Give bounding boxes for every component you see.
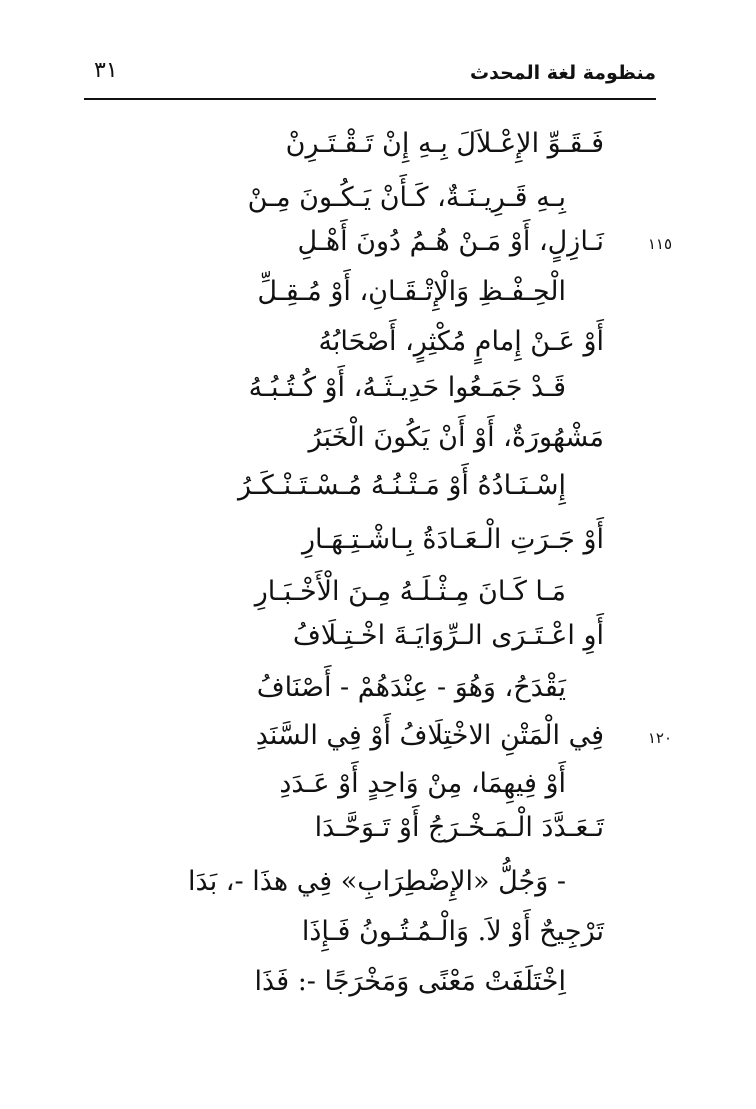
verse-line: فَـقَـوِّ الإِعْـلاَلَ بِـهِ إِنْ تَـقْـتَـرِنْ bbox=[285, 128, 604, 159]
verse-line: - وَجُلُّ «الإِضْطِرَابِ» فِي هذَا -، بَدَا bbox=[188, 866, 566, 897]
verse-line: مَـا كَـانَ مِـثْـلَـهُ مِـنَ الْأَخْـبَـارِ bbox=[254, 576, 566, 607]
verse-number: ١٢٠ bbox=[647, 729, 672, 747]
verse-number: ١١٥ bbox=[647, 235, 672, 253]
verse-line: إِسْـنَـادُهُ أَوْ مَـتْـنُـهُ مُـسْـتَـنْـكَـرُ bbox=[238, 470, 566, 501]
verse-line: فِي الْمَتْنِ الاخْتِلَافُ أَوْ فِي السَّنَدِ bbox=[255, 720, 604, 751]
verse-line: نَـازِلٍ، أَوْ مَـنْ هُـمُ دُونَ أَهْـلِ bbox=[297, 226, 604, 257]
verse-line: أَوِ اعْـتَـرَى الـرِّوَايَـةَ اخْـتِـلَافُ bbox=[292, 620, 604, 651]
verse-line: الْحِـفْـظِ وَالْإِتْـقَـانِ، أَوْ مُـقِـلِّ bbox=[257, 276, 566, 307]
verse-line: تَرْجِيحٌ أَوْ لاَ. وَالْـمُـتُـونُ فَـإِذَا bbox=[301, 916, 604, 947]
page-number: ٣١ bbox=[94, 58, 118, 83]
verse-line: أَوْ جَـرَتِ الْـعَـادَةُ بِـاشْـتِـهَـارِ bbox=[301, 524, 604, 555]
running-title: منظومة لغة المحدث bbox=[470, 62, 656, 84]
verse-line: يَقْدَحُ، وَهُوَ - عِنْدَهُمْ - أَصْنَافُ bbox=[256, 672, 566, 703]
header-divider bbox=[84, 98, 656, 100]
verse-line: بِـهِ قَـرِيـنَـةٌ، كَـأَنْ يَـكُـونَ مِـنْ bbox=[247, 182, 566, 213]
verse-line: مَشْهُورَةٌ، أَوْ أَنْ يَكُونَ الْخَبَرُ bbox=[308, 422, 604, 453]
verse-line: تَـعَـدَّدَ الْـمَـخْـرَجُ أَوْ تَـوَحَّـدَا bbox=[314, 812, 604, 843]
verse-line: أَوْ عَـنْ إِمامٍ مُكْثِرٍ، أَصْحَابُهُ bbox=[318, 326, 604, 357]
verse-line: اِخْتَلَفَتْ مَعْنًى وَمَخْرَجًا -: فَذَا bbox=[254, 966, 566, 997]
verse-line: قَـدْ جَمَـعُوا حَدِيـثَـهُ، أَوْ كُـتُـبُـهُ bbox=[248, 372, 566, 403]
verse-line: أَوْ فِيهِمَا، مِنْ وَاحِدٍ أَوْ عَـدَدِ bbox=[279, 768, 566, 799]
page-header bbox=[84, 56, 656, 96]
